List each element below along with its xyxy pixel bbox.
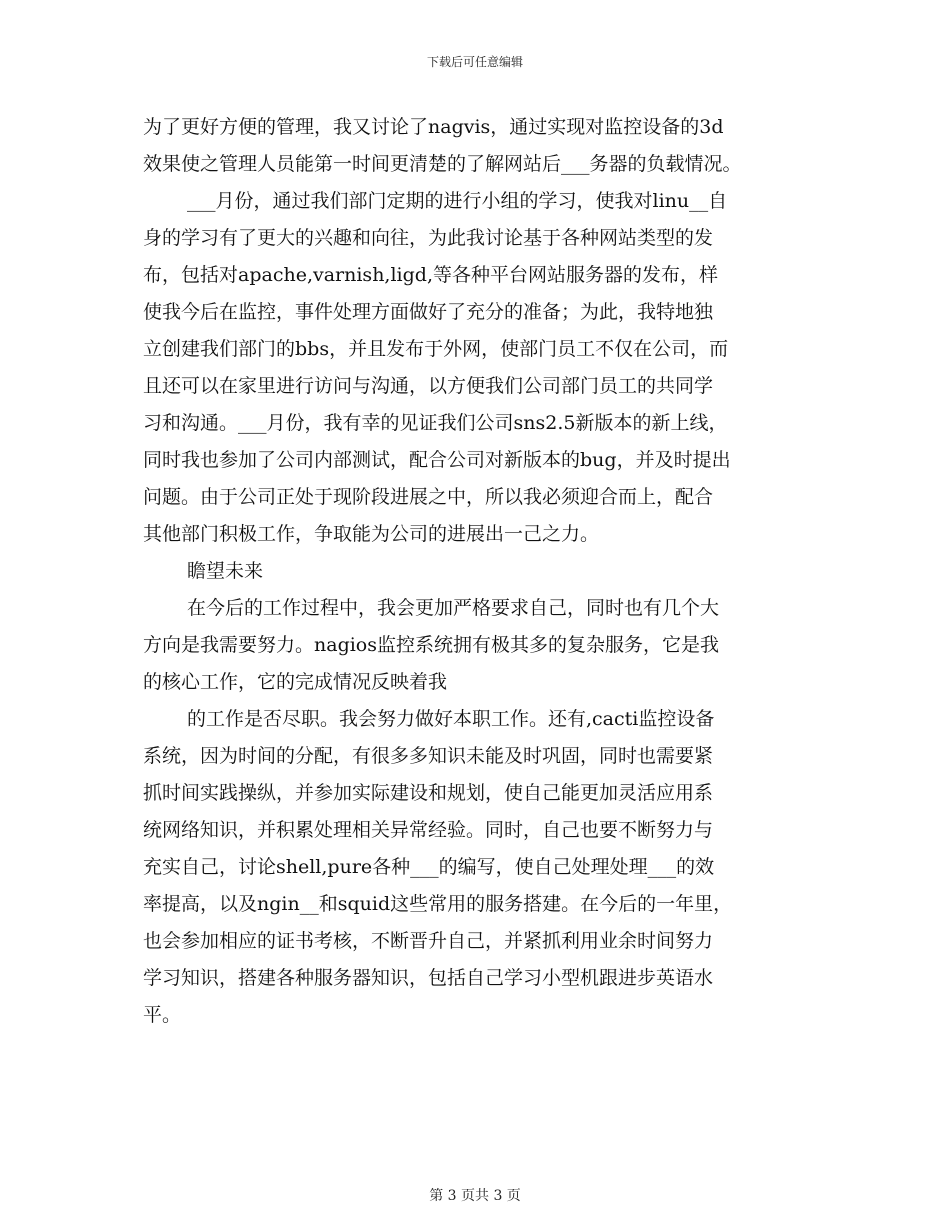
text-line: 且还可以在家里进行访问与沟通，以方便我们公司部门员工的共同学 — [143, 375, 714, 397]
text-line: 在今后的工作过程中，我会更加严格要求自己，同时也有几个大 — [187, 597, 720, 619]
text-line: ___月份，通过我们部门定期的进行小组的学习，使我对linu__自 — [187, 190, 728, 212]
text-line: 抓时间实践操纵，并参加实际建设和规划，使自己能更加灵活应用系 — [143, 782, 714, 804]
text-line: 为了更好方便的管理，我又讨论了nagvis，通过实现对监控设备的3d — [143, 116, 724, 138]
text-line: 身的学习有了更大的兴趣和向往，为此我讨论基于各种网站类型的发 — [143, 227, 714, 249]
text-line: 充实自己，讨论shell,pure各种___的编写，使自己处理处理___的效 — [143, 856, 715, 878]
text-line: 也会参加相应的证书考核，不断晋升自己，并紧抓利用业余时间努力 — [143, 930, 714, 952]
text-line: 使我今后在监控，事件处理方面做好了充分的准备；为此，我特地独 — [143, 301, 714, 323]
section-heading: 瞻望未来 — [187, 560, 264, 582]
text-line: 其他部门积极工作，争取能为公司的进展出一己之力。 — [143, 523, 600, 545]
text-line: 学习知识，搭建各种服务器知识，包括自己学习小型机跟进步英语水 — [143, 967, 714, 989]
text-line: 方向是我需要努力。nagios监控系统拥有极其多的复杂服务，它是我 — [143, 634, 719, 656]
text-line: 率提高，以及ngin__和squid这些常用的服务搭建。在今后的一年里， — [143, 893, 733, 915]
text-line: 的工作是否尽职。我会努力做好本职工作。还有,cacti监控设备 — [187, 708, 715, 730]
page-footer: 第 3 页共 3 页 — [429, 1188, 521, 1204]
text-line: 同时我也参加了公司内部测试，配合公司对新版本的bug，并及时提出 — [143, 449, 731, 471]
text-line: 统网络知识，并积累处理相关异常经验。同时，自己也要不断努力与 — [143, 819, 714, 841]
text-line: 立创建我们部门的bbs，并且发布于外网，使部门员工不仅在公司，而 — [143, 338, 729, 360]
text-line: 的核心工作，它的完成情况反映着我 — [143, 671, 448, 693]
text-line: 习和沟通。___月份，我有幸的见证我们公司sns2.5新版本的新上线， — [143, 412, 728, 434]
text-line: 效果使之管理人员能第一时间更清楚的了解网站后___务器的负载情况。 — [143, 153, 742, 175]
text-line: 问题。由于公司正处于现阶段进展之中，所以我必须迎合而上，配合 — [143, 486, 714, 508]
text-line: 系统，因为时间的分配，有很多多知识未能及时巩固，同时也需要紧 — [143, 745, 714, 767]
text-line: 布，包括对apache,varnish,ligd,等各种平台网站服务器的发布，样 — [143, 264, 718, 286]
text-line: 平。 — [143, 1004, 182, 1026]
page-header: 下载后可任意编辑 — [426, 55, 523, 69]
